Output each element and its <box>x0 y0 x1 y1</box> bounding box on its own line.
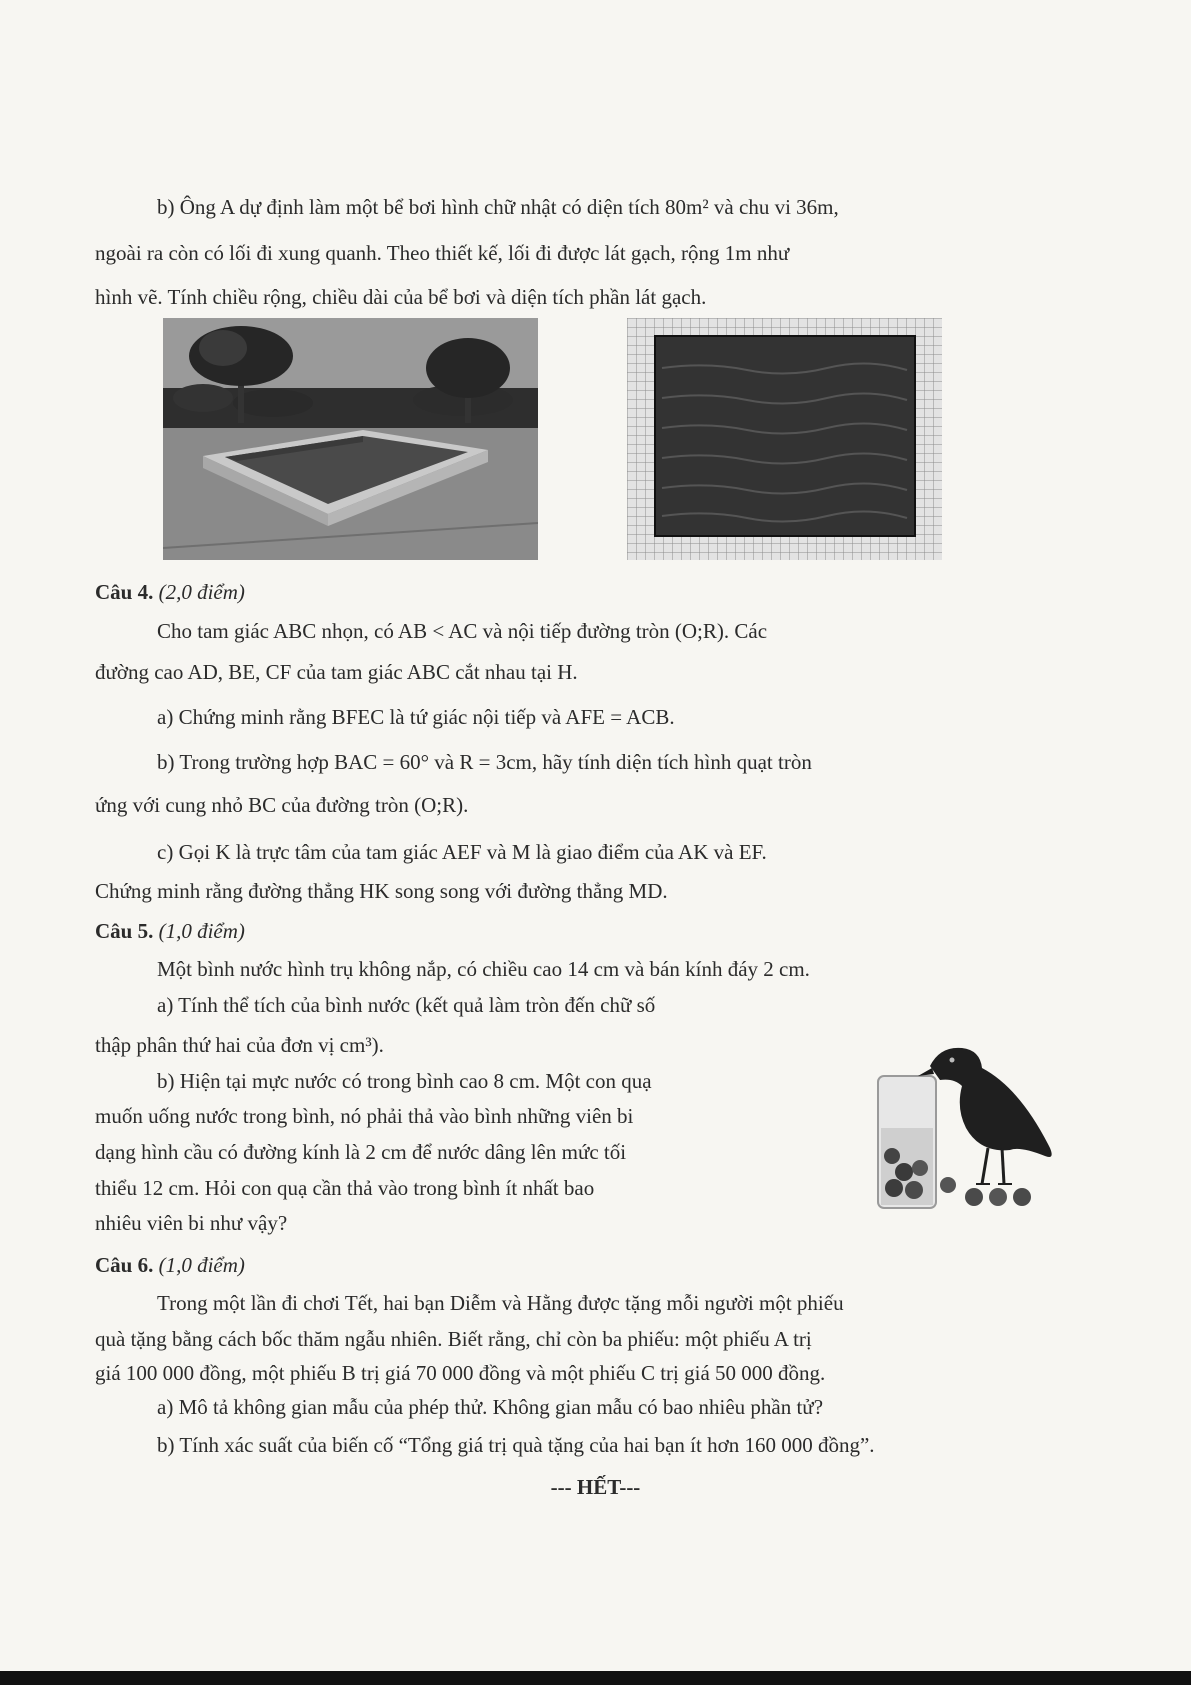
q3b-line-3: hình vẽ. Tính chiều rộng, chiều dài của bể bơi và diện tích phần lát gạch. <box>95 285 707 309</box>
q4-heading <box>95 575 1055 609</box>
q4-number: Câu 4. <box>95 580 154 604</box>
q6a-line: a) Mô tả không gian mẫu của phép thử. Không gian mẫu có bao nhiêu phần tử? <box>157 1395 824 1419</box>
q5-line-1: Một bình nước hình trụ không nắp, có chiều cao 14 cm và bán kính đáy 2 cm. <box>157 957 810 981</box>
q6-heading <box>95 1248 1055 1282</box>
q5-points: (1,0 điểm) <box>158 919 245 943</box>
q5b-line-1: b) Hiện tại mực nước có trong bình cao 8 cm. Một con quạ <box>157 1069 652 1093</box>
q6-line-3: giá 100 000 đồng, một phiếu B trị giá 70 000 đồng và một phiếu C trị giá 50 000 đồng. <box>95 1361 826 1385</box>
q6-number: Câu 6. <box>95 1253 154 1277</box>
q5a-line-1: a) Tính thể tích của bình nước (kết quả làm tròn đến chữ số <box>157 993 656 1017</box>
q5b-line-3: dạng hình cầu có đường kính là 2 cm để nước dâng lên mức tối <box>95 1140 627 1164</box>
q4a-line: a) Chứng minh rằng BFEC là tứ giác nội tiếp và AFE = ACB. <box>157 705 675 729</box>
q3b-line-2: ngoài ra còn có lối đi xung quanh. Theo thiết kế, lối đi được lát gạch, rộng 1m như <box>95 241 790 265</box>
crow-bottle-illustration <box>870 1028 1070 1213</box>
q5b-line-4: thiểu 12 cm. Hỏi con quạ cần thả vào trong bình ít nhất bao <box>95 1176 595 1200</box>
q4-line-1: Cho tam giác ABC nhọn, có AB < AC và nội tiếp đường tròn (O;R). Các <box>157 619 768 643</box>
q4b-line-2: ứng với cung nhỏ BC của đường tròn (O;R). <box>95 793 469 817</box>
pool-perspective-illustration <box>163 318 538 560</box>
q4c-line-1: c) Gọi K là trực tâm của tam giác AEF và M là giao điểm của AK và EF. <box>157 840 767 864</box>
scan-bottom-edge <box>0 1671 1191 1685</box>
q5b-line-2: muốn uống nước trong bình, nó phải thả vào bình những viên bi <box>95 1104 634 1128</box>
pool-top-view-diagram <box>627 318 942 560</box>
q5b-line-5: nhiêu viên bi như vậy? <box>95 1211 288 1235</box>
q6-line-1: Trong một lần đi chơi Tết, hai bạn Diễm và Hằng được tặng mỗi người một phiếu <box>157 1291 844 1315</box>
q4c-line-2: Chứng minh rằng đường thẳng HK song song với đường thẳng MD. <box>95 879 668 903</box>
q6-points: (1,0 điểm) <box>158 1253 245 1277</box>
q4-points: (2,0 điểm) <box>158 580 245 604</box>
q3b-line-1: b) Ông A dự định làm một bể bơi hình chữ nhật có diện tích 80m² và chu vi 36m, <box>157 195 839 219</box>
end-marker: --- HẾT--- <box>550 1475 641 1499</box>
q5-heading <box>95 914 1055 948</box>
q5a-line-2: thập phân thứ hai của đơn vị cm³). <box>95 1033 384 1057</box>
q6-line-2: quà tặng bằng cách bốc thăm ngẫu nhiên. Biết rằng, chỉ còn ba phiếu: một phiếu A trị <box>95 1327 812 1351</box>
q5-number: Câu 5. <box>95 919 154 943</box>
q4b-line-1: b) Trong trường hợp BAC = 60° và R = 3cm, hãy tính diện tích hình quạt tròn <box>157 750 812 774</box>
q4-line-2: đường cao AD, BE, CF của tam giác ABC cắt nhau tại H. <box>95 660 578 684</box>
q6b-line: b) Tính xác suất của biến cố “Tổng giá trị quà tặng của hai bạn ít hơn 160 000 đồng”. <box>157 1433 875 1457</box>
